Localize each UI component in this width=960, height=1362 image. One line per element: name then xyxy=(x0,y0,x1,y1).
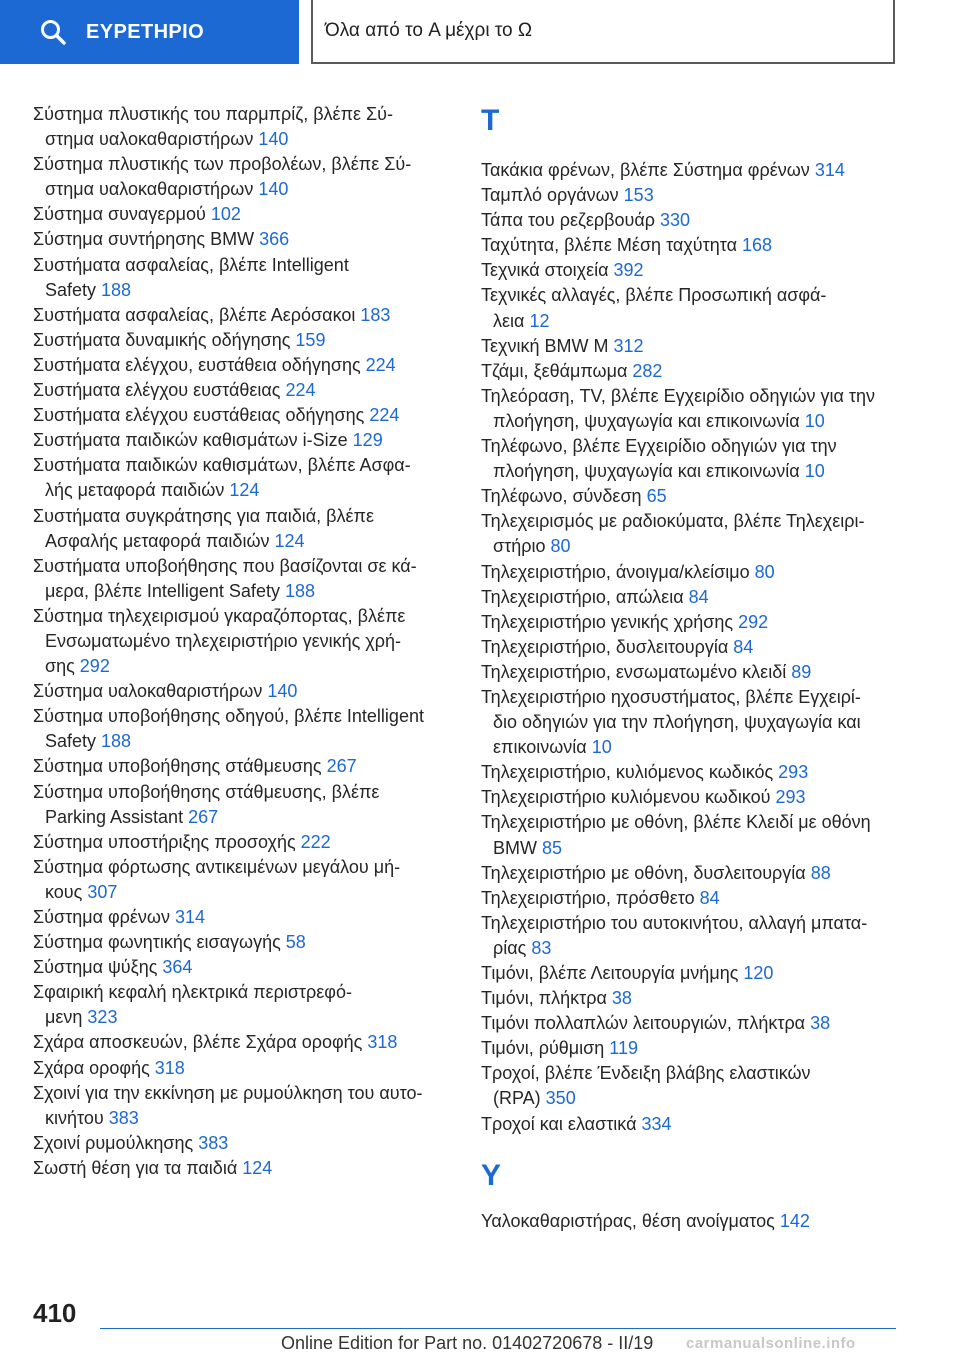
entry-text: Συστήματα ελέγχου, ευστάθεια οδήγησης xyxy=(33,354,366,375)
entry-text: Τηλεχειρισμός με ραδιοκύματα, βλέπε Τηλεχειρι- xyxy=(481,511,865,532)
page-link[interactable]: 293 xyxy=(778,762,809,783)
entry-text: κους xyxy=(45,881,88,902)
entry-text: Σύστημα πλυστικής του παρμπρίζ, βλέπε Σύ- xyxy=(33,104,393,124)
index-entry xyxy=(481,233,931,258)
entry-text: Τηλέφωνο, σύνδεση xyxy=(481,486,647,507)
search-tab-label: ΕΥΡΕΤΗΡΙΟ xyxy=(86,20,205,43)
entry-text: Τηλεχειριστήριο, ενσωματωμένο κλειδί xyxy=(481,661,792,682)
breadcrumb[interactable] xyxy=(311,0,895,64)
page-link[interactable]: 314 xyxy=(814,160,845,180)
page-link[interactable]: 58 xyxy=(285,932,306,953)
index-entry xyxy=(33,253,483,303)
entry-text: στήριο xyxy=(493,536,551,557)
page-link[interactable]: 119 xyxy=(609,1038,638,1059)
index-entry xyxy=(33,1056,483,1081)
page-link[interactable]: 330 xyxy=(660,210,691,231)
entry-text: Τεχνικά στοιχεία xyxy=(481,260,614,281)
entry-text: μενη xyxy=(45,1007,88,1028)
index-entry xyxy=(481,886,931,911)
entry-text: Σχοινί για την εκκίνηση με ρυμούλκηση του αυτο- xyxy=(33,1082,423,1103)
index-column-left xyxy=(33,102,483,1181)
page-link[interactable]: 188 xyxy=(101,279,132,300)
page-link[interactable]: 159 xyxy=(295,329,326,350)
page-link[interactable]: 267 xyxy=(188,806,219,827)
header xyxy=(0,0,960,66)
page-link[interactable]: 318 xyxy=(367,1032,398,1053)
page-link[interactable]: 12 xyxy=(529,310,550,331)
index-entry xyxy=(33,1030,483,1055)
page-link[interactable]: 307 xyxy=(87,881,118,902)
page-link[interactable]: 188 xyxy=(101,731,132,752)
page-link[interactable]: 392 xyxy=(613,260,644,281)
index-entry xyxy=(33,855,483,905)
page-link[interactable]: 383 xyxy=(198,1132,229,1153)
entry-text: Συστήματα ασφαλείας, βλέπε Intelligent xyxy=(33,254,349,275)
page-link[interactable]: 124 xyxy=(274,530,305,551)
page-link[interactable]: 88 xyxy=(810,862,831,883)
page-link[interactable]: 83 xyxy=(531,937,552,958)
entry-text: Τιμόνι, πλήκτρα xyxy=(481,988,612,1009)
entry-text: Τηλεχειριστήριο ηχοσυστήματος, βλέπε Εγχειρί- xyxy=(481,686,861,707)
entry-text: Σύστημα υποστήριξης προσοχής xyxy=(33,831,301,852)
index-entry xyxy=(33,554,483,604)
entry-text: Σύστημα πλυστικής των προβολέων, βλέπε Σύ- xyxy=(33,154,412,175)
page-link[interactable]: 312 xyxy=(613,335,644,356)
index-entry xyxy=(481,685,931,760)
entry-text: λεια xyxy=(493,310,530,331)
entry-text: Τιμόνι πολλαπλών λειτουργιών, πλήκτρα xyxy=(481,1013,811,1034)
index-entry xyxy=(33,1131,483,1156)
entry-text: Σχάρα αποσκευών, βλέπε Σχάρα οροφής xyxy=(33,1032,368,1053)
entry-text: Τηλεχειριστήριο, άνοιγμα/κλείσιμο xyxy=(481,561,755,582)
entry-text: Τηλεχειριστήριο, απώλεια xyxy=(481,586,689,607)
page-link[interactable]: 222 xyxy=(300,831,331,852)
index-entry xyxy=(33,353,483,378)
index-entry xyxy=(33,830,483,855)
index-entry xyxy=(33,930,483,955)
entry-text: Σύστημα ψύξης xyxy=(33,957,163,978)
index-entry xyxy=(33,227,483,252)
entry-list-s xyxy=(33,102,483,1181)
page-link[interactable]: 84 xyxy=(733,636,754,657)
index-entry xyxy=(33,428,483,453)
entry-text: Συστήματα παιδικών καθισμάτων i-Size xyxy=(33,430,353,451)
entry-text: Τζάμι, ξεθάμπωμα xyxy=(481,360,633,381)
entry-text: Τεχνικές αλλαγές, βλέπε Προσωπική ασφά- xyxy=(481,285,827,306)
page-link[interactable]: 124 xyxy=(229,480,260,501)
entry-text: Ταχύτητα, βλέπε Μέση ταχύτητα xyxy=(481,235,742,256)
page-link[interactable]: 140 xyxy=(258,129,289,150)
index-entry xyxy=(33,504,483,554)
breadcrumb-label: Όλα από το A μέχρι το Ω xyxy=(325,20,533,41)
index-entry xyxy=(481,334,931,359)
index-entry xyxy=(481,986,931,1011)
entry-text: Συστήματα παιδικών καθισμάτων, βλέπε Ασφα- xyxy=(33,455,411,476)
index-entry xyxy=(33,102,483,152)
entry-text: Ασφαλής μεταφορά παιδιών xyxy=(45,530,275,551)
page-link[interactable]: 383 xyxy=(108,1107,139,1128)
entry-text: Τηλέφωνο, βλέπε Εγχειρίδιο οδηγιών για την xyxy=(481,436,837,457)
entry-text: Safety xyxy=(45,279,102,300)
entry-text: Σύστημα συναγερμού xyxy=(33,204,211,225)
page-link[interactable]: 10 xyxy=(804,461,825,482)
page-link[interactable]: 364 xyxy=(162,957,193,978)
index-entry xyxy=(481,1011,931,1036)
index-entry xyxy=(481,509,931,559)
index-entry xyxy=(33,378,483,403)
entry-text: Parking Assistant xyxy=(45,806,189,827)
section-letter-t: T xyxy=(481,104,500,137)
index-entry xyxy=(481,560,931,585)
index-entry xyxy=(481,158,931,183)
index-entry xyxy=(481,1112,931,1137)
page-link[interactable]: 84 xyxy=(688,586,709,607)
entry-text: Σύστημα υποβοήθησης στάθμευσης, βλέπε xyxy=(33,781,380,802)
entry-text: Σύστημα υαλοκαθαριστήρων xyxy=(33,681,268,702)
page-link[interactable]: 183 xyxy=(360,304,391,325)
page-link[interactable]: 10 xyxy=(804,410,825,431)
page-link[interactable]: 140 xyxy=(267,681,298,702)
page-link[interactable]: 282 xyxy=(632,360,663,381)
search-tab[interactable] xyxy=(0,0,299,64)
page-link[interactable]: 292 xyxy=(79,656,110,677)
page-link[interactable]: 293 xyxy=(775,787,806,808)
entry-text: Safety xyxy=(45,731,102,752)
page-link[interactable]: 350 xyxy=(545,1088,576,1109)
index-entry xyxy=(481,1209,931,1234)
page-link[interactable]: 10 xyxy=(591,737,612,758)
entry-text: Συστήματα συγκράτησης για παιδιά, βλέπε xyxy=(33,505,374,526)
page-link[interactable]: 102 xyxy=(210,204,241,225)
index-entry xyxy=(481,434,931,484)
entry-text: Σχάρα οροφής xyxy=(33,1057,155,1078)
page-link[interactable]: 366 xyxy=(259,229,290,250)
entry-text: Τηλεχειριστήριο, δυσλειτουργία xyxy=(481,636,734,657)
page-link[interactable]: 168 xyxy=(742,235,773,256)
footer-divider xyxy=(100,1328,896,1329)
entry-text: Ταμπλό οργάνων xyxy=(481,185,624,206)
entry-text: Υαλοκαθαριστήρας, θέση ανοίγματος xyxy=(481,1210,780,1231)
entry-text: Συστήματα υποβοήθησης που βασίζονται σε κά- xyxy=(33,555,417,576)
index-entry xyxy=(33,303,483,328)
entry-text: Ενσωματωμένο τηλεχειριστήριο γενικής χρή- xyxy=(45,630,402,651)
index-entry xyxy=(481,810,931,860)
index-entry xyxy=(481,660,931,685)
entry-text: σης xyxy=(45,656,80,677)
page-link[interactable]: 334 xyxy=(641,1113,672,1134)
entry-text: Τάπα του ρεζερβουάρ xyxy=(481,210,661,231)
page-link[interactable]: 89 xyxy=(791,661,812,682)
entry-text: ρίας xyxy=(493,937,532,958)
index-entry xyxy=(481,359,931,384)
entry-text: Τηλεχειριστήριο με οθόνη, δυσλειτουργία xyxy=(481,862,811,883)
page-link[interactable]: 65 xyxy=(646,486,667,507)
index-entry xyxy=(481,183,931,208)
index-entry xyxy=(33,453,483,503)
page-link[interactable]: 314 xyxy=(174,907,206,927)
entry-list-t xyxy=(481,158,931,1137)
index-entry xyxy=(33,704,483,754)
index-entry xyxy=(33,403,483,428)
page-link[interactable]: 124 xyxy=(242,1157,273,1178)
entry-text: Συστήματα ελέγχου ευστάθειας xyxy=(33,380,286,401)
entry-text: Τιμόνι, βλέπε Λειτουργία μνήμης xyxy=(481,963,744,983)
entry-list-y xyxy=(481,1209,931,1234)
entry-text: Τηλεχειριστήριο, κυλιόμενος κωδικός xyxy=(481,762,779,783)
entry-text: διο οδηγιών για την πλοήγηση, ψυχαγωγία και xyxy=(493,712,861,733)
index-entry xyxy=(33,679,483,704)
entry-text: Συστήματα ασφαλείας, βλέπε Αερόσακοι xyxy=(33,304,361,325)
entry-text: Σχοινί ρυμούλκησης xyxy=(33,1132,199,1153)
entry-text: Τροχοί και ελαστικά xyxy=(481,1113,642,1134)
page-link[interactable]: 85 xyxy=(542,837,563,858)
entry-text: Τακάκια φρένων, βλέπε Σύστημα φρένων xyxy=(481,160,815,180)
entry-text: επικοινωνία xyxy=(493,737,592,758)
entry-text: Σύστημα τηλεχειρισμού γκαραζόπορτας, βλέπε xyxy=(33,605,406,626)
page-link[interactable]: 292 xyxy=(738,611,769,632)
search-icon xyxy=(40,19,66,45)
page-link[interactable]: 224 xyxy=(285,380,316,401)
entry-text: στημα υαλοκαθαριστήρων xyxy=(45,179,259,200)
page-link[interactable]: 140 xyxy=(258,179,289,200)
index-entry xyxy=(481,258,931,283)
watermark: carmanualsonline.info xyxy=(686,1335,856,1352)
index-entry xyxy=(33,1081,483,1131)
page-link[interactable]: 38 xyxy=(810,1013,831,1034)
entry-text: κινήτου xyxy=(45,1107,109,1128)
index-entry xyxy=(33,955,483,980)
entry-text: Τηλεόραση, TV, βλέπε Εγχειρίδιο οδηγιών για την xyxy=(481,385,876,406)
entry-text: Σύστημα υποβοήθησης οδηγού, βλέπε Intelligent xyxy=(33,706,424,727)
entry-text: Σύστημα φρένων xyxy=(33,907,175,927)
entry-text: Τηλεχειριστήριο του αυτοκινήτου, αλλαγή μπατα- xyxy=(481,912,868,933)
index-entry xyxy=(481,208,931,233)
index-entry xyxy=(33,1156,483,1181)
page-link[interactable]: 267 xyxy=(326,756,357,777)
index-entry xyxy=(33,152,483,202)
index-entry xyxy=(33,905,483,930)
page-link[interactable]: 318 xyxy=(154,1057,185,1078)
index-entry xyxy=(33,328,483,353)
entry-text: Σφαιρική κεφαλή ηλεκτρικά περιστρεφό- xyxy=(33,982,352,1003)
entry-text: Τηλεχειριστήριο, πρόσθετο xyxy=(481,887,700,908)
index-entry xyxy=(481,861,931,886)
index-entry xyxy=(481,911,931,961)
entry-text: Συστήματα δυναμικής οδήγησης xyxy=(33,329,296,350)
index-entry xyxy=(33,980,483,1030)
page-link[interactable]: 84 xyxy=(699,887,720,908)
page-link[interactable]: 129 xyxy=(352,430,383,451)
entry-text: λής μεταφορά παιδιών xyxy=(45,480,230,501)
entry-text: μερα, βλέπε Intelligent Safety xyxy=(45,580,285,601)
section-letter-y: Y xyxy=(481,1158,502,1192)
entry-text: Συστήματα ελέγχου ευστάθειας οδήγησης xyxy=(33,405,370,426)
page-link[interactable]: 224 xyxy=(365,354,396,375)
index-column-right xyxy=(481,102,931,1234)
index-entry xyxy=(481,635,931,660)
entry-text: Σύστημα υποβοήθησης στάθμευσης xyxy=(33,756,327,777)
index-entry xyxy=(481,484,931,509)
page-link[interactable]: 323 xyxy=(87,1007,118,1028)
page-number: 410 xyxy=(33,1298,77,1328)
footer-edition: Online Edition for Part no. 01402720678 - II/19 xyxy=(281,1333,654,1353)
index-entry xyxy=(481,610,931,635)
page-link[interactable]: 142 xyxy=(779,1210,810,1231)
page-link[interactable]: 188 xyxy=(284,580,315,601)
index-entry xyxy=(481,1036,931,1061)
index-entry xyxy=(481,961,931,986)
page-link[interactable]: 80 xyxy=(550,536,571,557)
entry-text: πλοήγηση, ψυχαγωγία και επικοινωνία xyxy=(493,461,805,482)
page-link[interactable]: 224 xyxy=(369,405,400,426)
entry-text: πλοήγηση, ψυχαγωγία και επικοινωνία xyxy=(493,410,805,431)
entry-text: Τιμόνι, ρύθμιση xyxy=(481,1038,610,1059)
entry-text: Σύστημα φόρτωσης αντικειμένων μεγάλου μή- xyxy=(33,856,401,877)
index-entry xyxy=(481,384,931,434)
entry-text: Τηλεχειριστήριο κυλιόμενου κωδικού xyxy=(481,787,776,808)
entry-text: στημα υαλοκαθαριστήρων xyxy=(45,129,259,150)
entry-text: Τροχοί, βλέπε Ένδειξη βλάβης ελαστικών xyxy=(481,1063,811,1084)
index-entry xyxy=(33,604,483,679)
index-entry xyxy=(33,202,483,227)
entry-text: Τεχνική BMW M xyxy=(481,335,614,356)
entry-text: Τηλεχειριστήριο γενικής χρήσης xyxy=(481,611,739,632)
entry-text: Σύστημα φωνητικής εισαγωγής xyxy=(33,932,286,953)
page-link[interactable]: 80 xyxy=(754,561,775,582)
index-entry xyxy=(33,754,483,779)
index-entry xyxy=(481,785,931,810)
entry-text: Σωστή θέση για τα παιδιά xyxy=(33,1157,243,1178)
entry-text: BMW xyxy=(493,837,542,858)
entry-text: Σύστημα συντήρησης BMW xyxy=(33,229,260,250)
index-entry xyxy=(481,1061,931,1111)
index-entry xyxy=(481,760,931,785)
index-entry xyxy=(481,585,931,610)
index-entry xyxy=(33,780,483,830)
index-entry xyxy=(481,283,931,333)
entry-text: Τηλεχειριστήριο με οθόνη, βλέπε Κλειδί με οθόνη xyxy=(481,812,871,833)
entry-text: (RPA) xyxy=(493,1088,546,1109)
page-link[interactable]: 153 xyxy=(623,185,654,206)
page-link[interactable]: 38 xyxy=(611,988,632,1009)
page-link[interactable]: 120 xyxy=(743,963,774,983)
